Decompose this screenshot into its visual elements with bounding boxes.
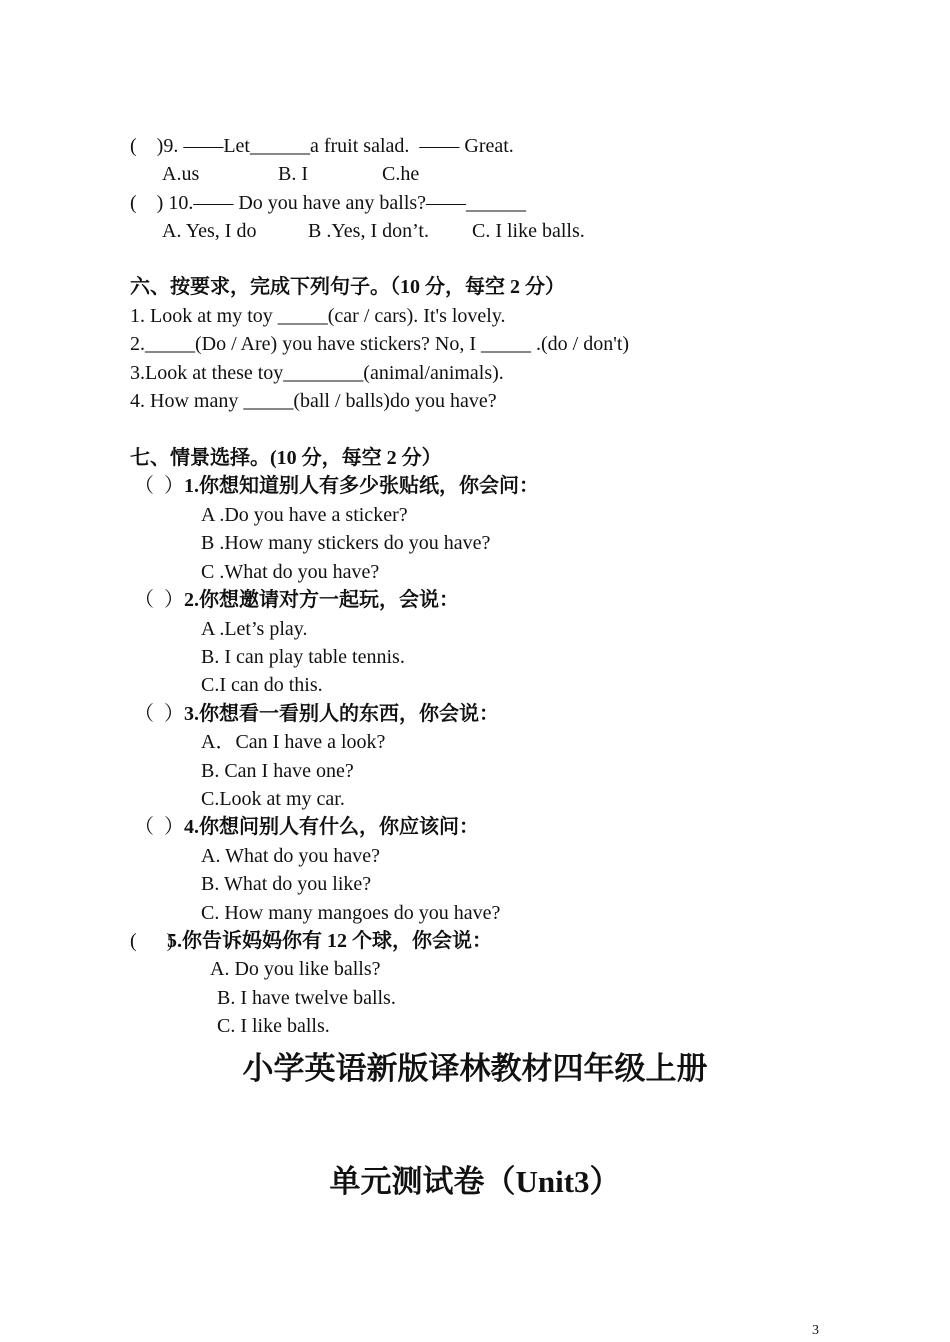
q10-option-b: B .Yes, I don’t. (308, 220, 429, 242)
situation-question-3: 3.你想看一看别人的东西，你会说： (184, 703, 499, 725)
section-6-item: 1. Look at my toy _____(car / cars). It's lovely. (130, 305, 506, 327)
answer-paren: （ ） (134, 589, 184, 611)
option: B. What do you like? (201, 873, 372, 895)
q9-option-a: A.us (162, 163, 200, 185)
q10-option-c: C. I like balls. (472, 220, 585, 242)
option: C. I like balls. (217, 1015, 330, 1037)
option: B. I can play table tennis. (201, 646, 405, 668)
document-title: 小学英语新版译林教材四年级上册 (242, 1051, 708, 1086)
option: C. How many mangoes do you have? (201, 902, 501, 924)
option: A．Can I have a look? (201, 731, 386, 753)
option: B. Can I have one? (201, 760, 354, 782)
option: A .Do you have a sticker? (201, 504, 408, 526)
situation-question-4: 4.你想问别人有什么，你应该问： (184, 816, 479, 838)
question-10: ( ) 10.—— Do you have any balls?——______ (130, 192, 527, 214)
option: A. Do you like balls? (210, 958, 381, 980)
answer-paren: ( ) (130, 930, 174, 952)
option: A .Let’s play. (201, 618, 308, 640)
option: B .How many stickers do you have? (201, 532, 491, 554)
q9-option-b: B. I (278, 163, 308, 185)
q9-option-c: C.he (382, 163, 420, 185)
page-number: 3 (812, 1323, 819, 1338)
option: A. What do you have? (201, 845, 381, 867)
answer-paren: （ ） (134, 475, 184, 497)
option: B. I have twelve balls. (217, 987, 396, 1009)
option: C.Look at my car. (201, 788, 345, 810)
answer-paren: （ ） (134, 816, 184, 838)
option: C .What do you have? (201, 561, 380, 583)
situation-question-1: 1.你想知道别人有多少张贴纸，你会问： (184, 475, 539, 497)
document-subtitle: 单元测试卷（Unit3） (329, 1164, 621, 1199)
section-6-item: 4. How many _____(ball / balls)do you have? (130, 390, 497, 412)
section-6-item: 3.Look at these toy________(animal/animals). (130, 362, 504, 384)
section-6-item: 2._____(Do / Are) you have stickers? No, I _____ .(do / don't) (130, 333, 630, 355)
section-7-heading: 七、情景选择。(10 分，每空 2 分） (130, 447, 442, 469)
situation-question-2: 2.你想邀请对方一起玩，会说： (184, 589, 459, 611)
question-9: ( )9. ——Let______a fruit salad. —— Great. (130, 135, 514, 157)
situation-question-5: 5.你告诉妈妈你有 12 个球，你会说： (167, 930, 492, 952)
option: C.I can do this. (201, 674, 323, 696)
answer-paren: （ ） (134, 703, 184, 725)
section-6-heading: 六、按要求，完成下列句子。（10 分，每空 2 分） (130, 276, 565, 298)
q10-option-a: A. Yes, I do (162, 220, 257, 242)
